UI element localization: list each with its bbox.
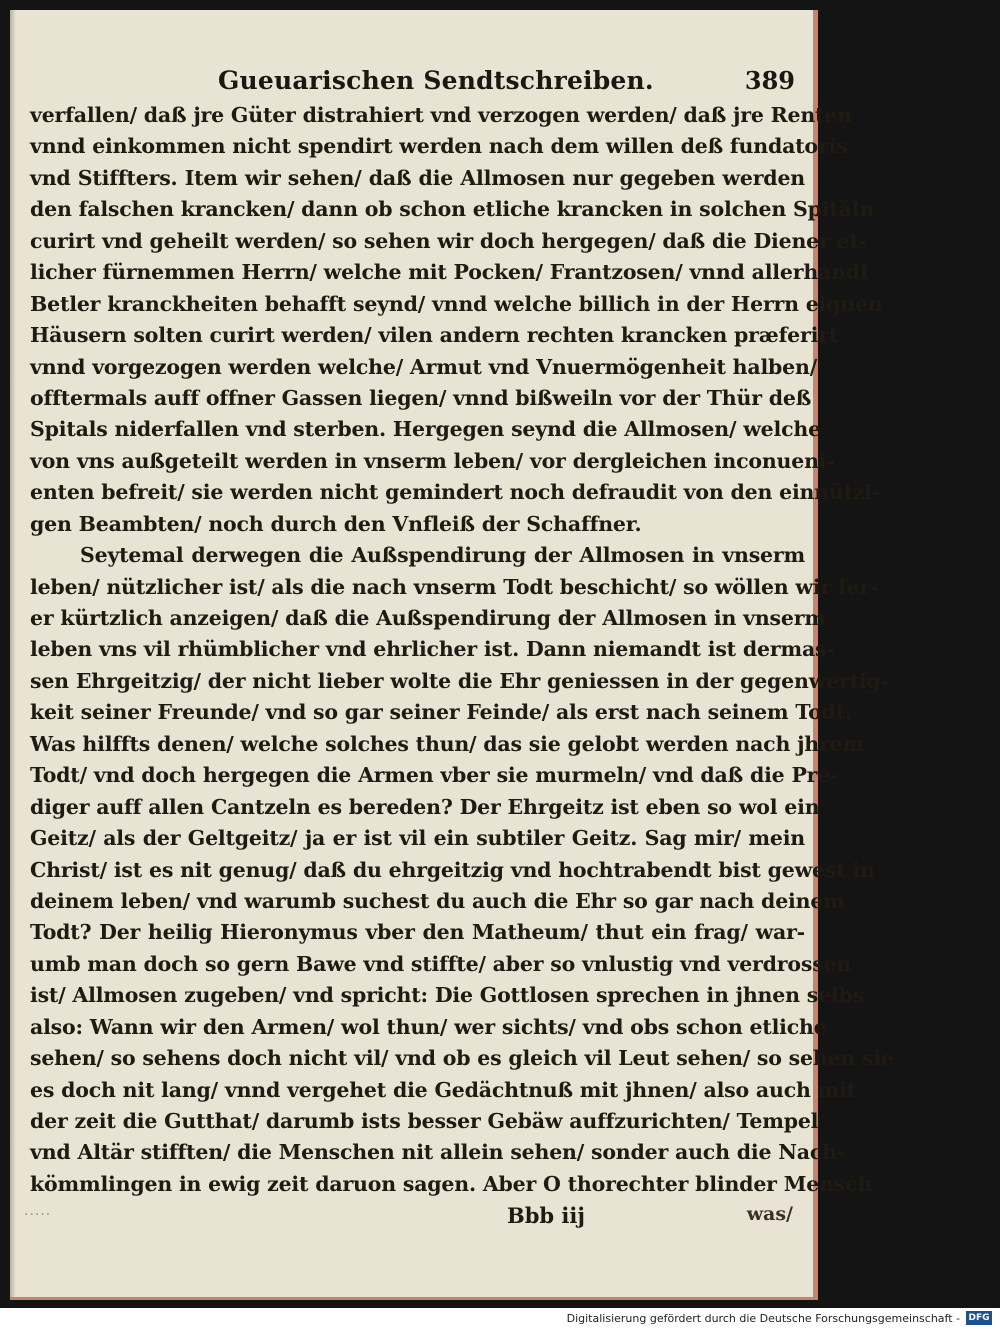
- text-line: sehen/ so sehens doch nicht vil/ vnd ob es gleich vil Leut sehen/ so sehen sie: [30, 1046, 894, 1071]
- text-line: von vns außgeteilt werden in vnserm leben/ vor dergleichen inconueni-: [30, 448, 835, 473]
- text-line: vnnd einkommen nicht spendirt werden nach dem willen deß fundatoris: [30, 134, 848, 159]
- text-line: Todt? Der heilig Hieronymus vber den Matheum/ thut ein frag/ war-: [30, 920, 805, 945]
- credit-text: Digitalisierung gefördert durch die Deutsche Forschungsgemeinschaft -: [566, 1312, 960, 1325]
- text-line: ist/ Allmosen zugeben/ vnd spricht: Die Gottlosen sprechen in jhnen selbs: [30, 983, 864, 1008]
- dfg-logo: DFG: [966, 1311, 992, 1325]
- text-line: verfallen/ daß jre Güter distrahiert vnd verzogen werden/ daß jre Renten: [30, 103, 852, 127]
- text-line: keit seiner Freunde/ vnd so gar seiner Feinde/ als erst nach seinem Todt.: [30, 700, 852, 725]
- text-line: es doch nit lang/ vnnd vergehet die Gedächtnuß mit jhnen/ also auch mit: [30, 1077, 856, 1102]
- text-line: Seytemal derwegen die Außspendirung der Allmosen in vnserm: [80, 543, 805, 568]
- text-line: umb man doch so gern Bawe vnd stiffte/ aber so vnlustig vnd verdrossen: [30, 951, 852, 976]
- text-line: Häusern solten curirt werden/ vilen andern rechten krancken præferirt: [30, 323, 839, 348]
- text-line: licher fürnemmen Herrn/ welche mit Pocken/ Frantzosen/ vnnd allerhandt: [30, 260, 870, 285]
- text-line: sen Ehrgeitzig/ der nicht lieber wolte die Ehr geniessen in der gegenwertig-: [30, 668, 889, 693]
- text-line: Geitz/ als der Geltgeitz/ ja er ist vil ein subtiler Geitz. Sag mir/ mein: [30, 826, 805, 851]
- text-line: er kürtzlich anzeigen/ daß die Außspendirung der Allmosen in vnserm: [30, 606, 826, 630]
- body-text: [30, 100, 894, 1200]
- text-line: vnd Altär stifften/ die Menschen nit allein sehen/ sonder auch die Nach-: [30, 1140, 846, 1165]
- page-footer: [10, 1203, 813, 1233]
- text-line: gen Beambten/ noch durch den Vnfleiß der Schaffner.: [30, 511, 642, 536]
- running-title: Gueuarischen Sendtschreiben.: [218, 66, 654, 95]
- text-line: Todt/ vnd doch hergegen die Armen vber sie murmeln/ vnd daß die Pre-: [30, 763, 839, 788]
- text-line: Betler kranckheiten behafft seynd/ vnnd welche billich in der Herrn eignen: [30, 291, 883, 316]
- catchword: was/: [746, 1203, 793, 1225]
- text-line: kömmlingen in ewig zeit daruon sagen. Aber O thorechter blinder Mensch: [30, 1171, 873, 1196]
- text-line: Christ/ ist es nit genug/ daß du ehrgeitzig vnd hochtrabendt bist gewest in: [30, 857, 875, 882]
- text-line: der zeit die Gutthat/ darumb ists besser Gebäw auffzurichten/ Tempel: [30, 1109, 819, 1133]
- signature-mark: Bbb iij: [507, 1203, 585, 1228]
- text-line: Was hilffts denen/ welche solches thun/ das sie gelobt werden nach jhrem: [30, 731, 864, 756]
- page-number: 389: [744, 66, 795, 95]
- text-line: leben vns vil rhümblicher vnd ehrlicher ist. Dann niemandt ist dermas-: [30, 637, 835, 662]
- text-line: enten befreit/ sie werden nicht gemindert noch defraudit von den einnützi-: [30, 480, 881, 505]
- text-line: offtermals auff offner Gassen liegen/ vnnd bißweiln vor der Thür deß: [30, 385, 812, 410]
- credit-bar: [0, 1308, 1000, 1329]
- text-line: curirt vnd geheilt werden/ so sehen wir doch hergegen/ daß die Diener et-: [30, 228, 867, 253]
- bleed-through-mark: ·····: [24, 1207, 52, 1223]
- page-header: [10, 60, 813, 100]
- book-page: [10, 10, 894, 1300]
- text-line: vnd Stiffters. Item wir sehen/ daß die Allmosen nur gegeben werden: [30, 165, 805, 190]
- text-line: deinem leben/ vnd warumb suchest du auch die Ehr so gar nach deinem: [30, 888, 845, 913]
- text-line: den falschen krancken/ dann ob schon etliche krancken in solchen Spitäln: [30, 197, 875, 222]
- text-line: leben/ nützlicher ist/ als die nach vnserm Todt beschicht/ so wöllen wir fer-: [30, 574, 879, 599]
- text-line: also: Wann wir den Armen/ wol thun/ wer sichts/ vnd obs schon etliche: [30, 1014, 827, 1039]
- text-line: Spitals niderfallen vnd sterben. Hergegen seynd die Allmosen/ welche: [30, 417, 821, 442]
- text-line: vnnd vorgezogen werden welche/ Armut vnd Vnuermögenheit halben/: [30, 354, 818, 379]
- text-line: diger auff allen Cantzeln es bereden? Der Ehrgeitz ist eben so wol ein: [30, 794, 820, 819]
